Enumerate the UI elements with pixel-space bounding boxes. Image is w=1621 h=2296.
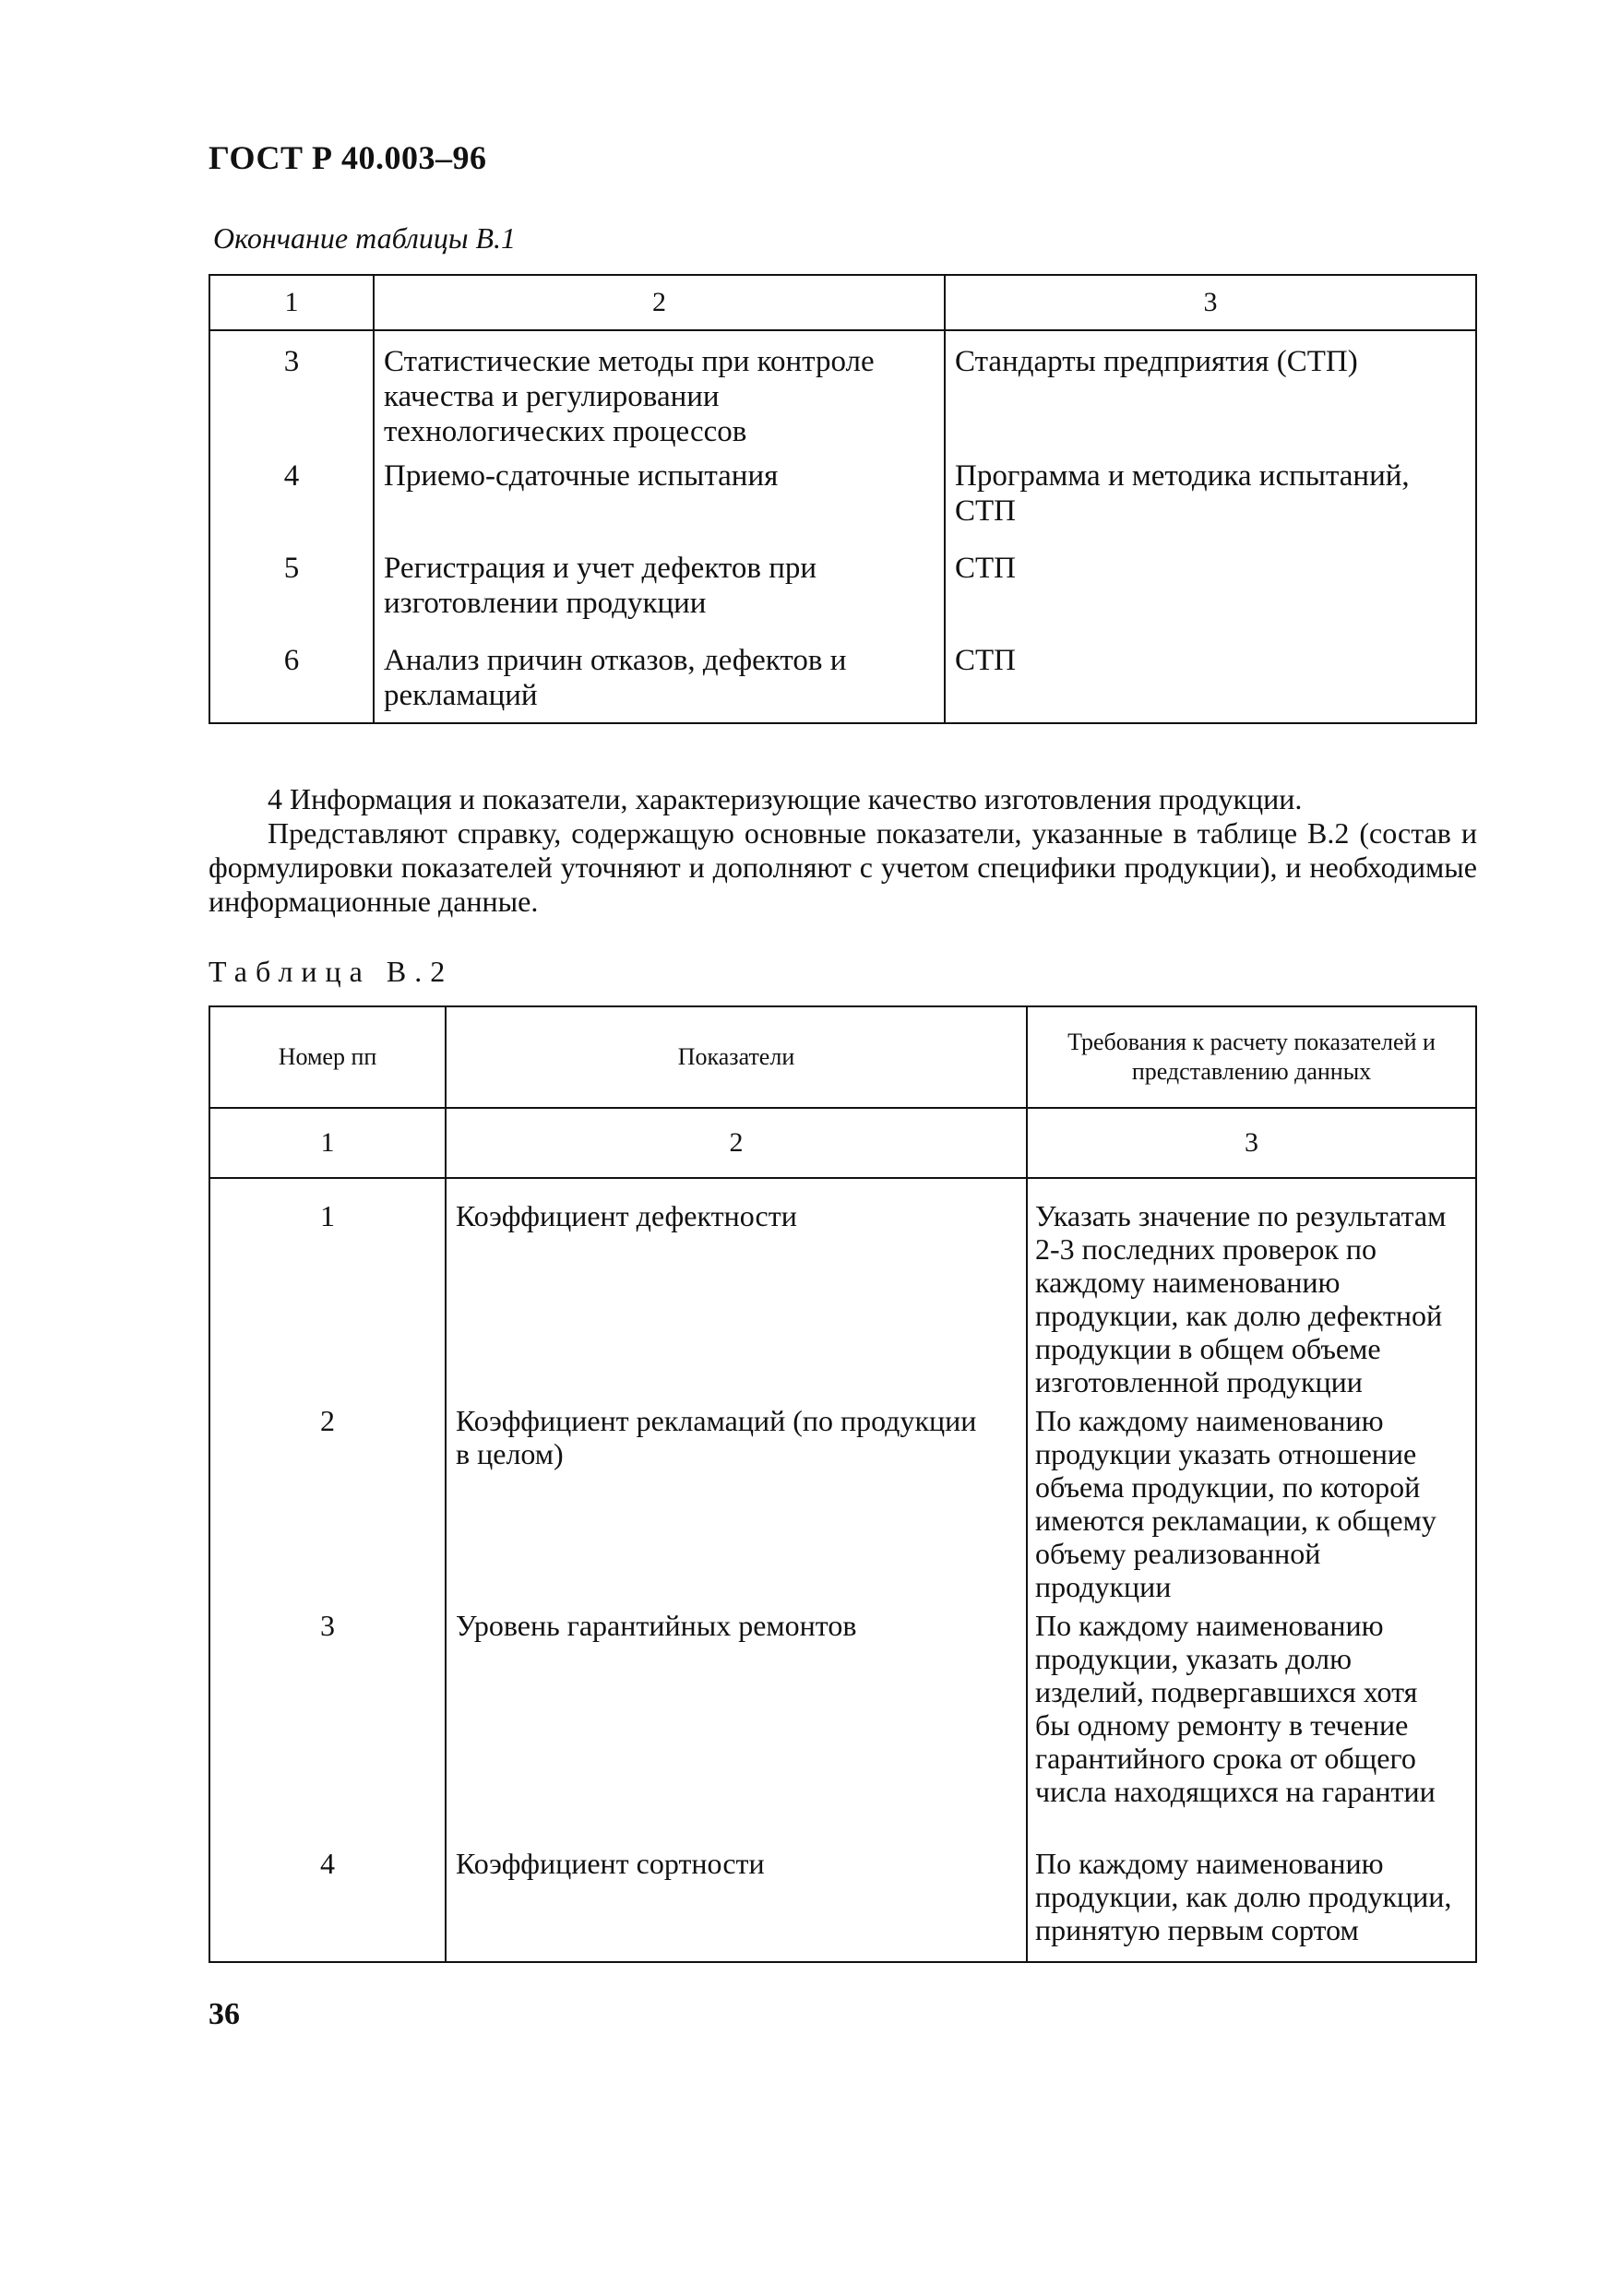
column-number: 2 <box>374 275 945 330</box>
row-document: Стандарты предприятия (СТП) <box>945 330 1476 458</box>
row-document: СТП <box>945 551 1476 643</box>
table-b1-caption: Окончание таблицы В.1 <box>213 221 517 255</box>
section-paragraph <box>209 782 1477 919</box>
column-number: 1 <box>209 275 374 330</box>
row-indicator: Коэффициент сортности <box>446 1847 1027 1962</box>
header-requirements: Требования к расчету показателей и представлению данных <box>1027 1006 1476 1108</box>
table-row <box>209 551 1476 643</box>
row-method: Статистические методы при контроле качества и регулировании технологических процессов <box>374 330 945 458</box>
table-row <box>209 458 1476 551</box>
paragraph-heading: 4 Информация и показатели, характеризующие качество изготовления продукции. <box>268 782 1303 815</box>
table-row <box>209 330 1476 458</box>
row-number: 5 <box>209 551 374 643</box>
header-indicators: Показатели <box>446 1006 1027 1108</box>
column-number: 3 <box>945 275 1476 330</box>
row-number: 4 <box>209 458 374 551</box>
row-indicator: Коэффициент рекламаций (по продукции в целом) <box>446 1404 1027 1609</box>
row-method: Приемо-сдаточные испытания <box>374 458 945 551</box>
paragraph-text: Представляют справку, содержащую основные показатели, указанные в таблице В.2 (состав и формулировки показателей уточняют и дополняют с учетом специфики продукции), и необходимые информационные данные. <box>209 816 1477 918</box>
row-requirement: По каждому наименованию продукции указать отношение объема продукции, по которой имеются рекламации, к общему объему реализованной продукции <box>1027 1404 1476 1609</box>
row-method: Анализ причин отказов, дефектов и рекламаций <box>374 643 945 723</box>
table-column-headers <box>209 1006 1476 1108</box>
table-row <box>209 1847 1476 1962</box>
row-indicator: Уровень гарантийных ремонтов <box>446 1609 1027 1847</box>
table-row <box>209 643 1476 723</box>
header-number: Номер пп <box>209 1006 446 1108</box>
row-number: 6 <box>209 643 374 723</box>
table-row <box>209 1609 1476 1847</box>
row-number: 2 <box>209 1404 446 1609</box>
row-method: Регистрация и учет дефектов при изготовлении продукции <box>374 551 945 643</box>
row-document: СТП <box>945 643 1476 723</box>
column-number: 3 <box>1027 1108 1476 1178</box>
row-number: 3 <box>209 330 374 458</box>
row-requirement: По каждому наименованию продукции, как долю продукции, принятую первым сортом <box>1027 1847 1476 1962</box>
table-header-row <box>209 1108 1476 1178</box>
row-number: 4 <box>209 1847 446 1962</box>
column-number: 1 <box>209 1108 446 1178</box>
row-number: 1 <box>209 1178 446 1404</box>
row-requirement: Указать значение по результатам 2-3 последних проверок по каждому наименованию продукции, как долю дефектной продукции в общем объеме изготовленной продукции <box>1027 1178 1476 1404</box>
page-number: 36 <box>209 1997 240 2031</box>
table-b2 <box>209 1005 1477 1963</box>
row-document: Программа и методика испытаний, СТП <box>945 458 1476 551</box>
row-indicator: Коэффициент дефектности <box>446 1178 1027 1404</box>
table-header-row <box>209 275 1476 330</box>
table-b2-caption: Таблица В.2 <box>209 955 454 988</box>
row-number: 3 <box>209 1609 446 1847</box>
table-row <box>209 1178 1476 1404</box>
row-requirement: По каждому наименованию продукции, указать долю изделий, подвергавшихся хотя бы одному ремонту в течение гарантийного срока от общего числа находящихся на гарантии <box>1027 1609 1476 1847</box>
column-number: 2 <box>446 1108 1027 1178</box>
document-title: ГОСТ Р 40.003–96 <box>209 139 487 176</box>
table-b1 <box>209 274 1477 724</box>
table-row <box>209 1404 1476 1609</box>
